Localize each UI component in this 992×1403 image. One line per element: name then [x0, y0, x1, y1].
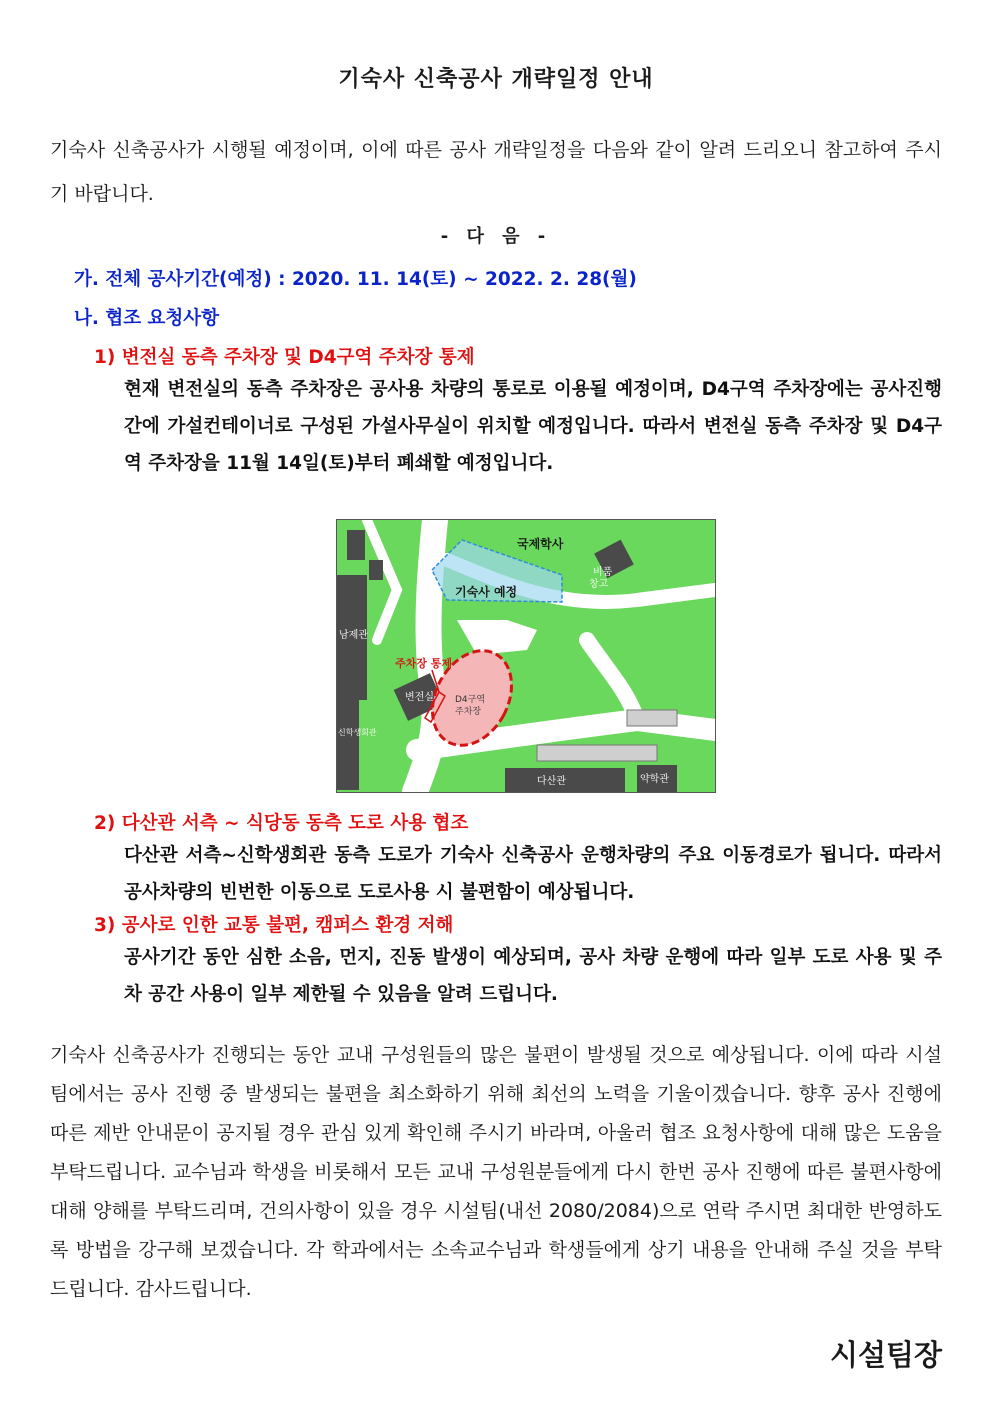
intro-paragraph: 기숙사 신축공사가 시행될 예정이며, 이에 따른 공사 개략일정을 다음와 같이 알려 드리오니 참고하여 주시기 바랍니다.	[50, 139, 942, 205]
closing-paragraph: 기숙사 신축공사가 진행되는 동안 교내 구성원들의 많은 불편이 발생될 것으로 예상됩니다. 이에 따라 시설팀에서는 공사 진행 중 발생되는 불편을 최소화하기 위해 최선의 노력을 기울이겠습니다. 향후 공사 진행에 따른 제반 안내문이 공지될 경우 관심 있게 확인해 주시기 바라며, 아울러 협조 요청사항에 대해 많은 도움을 부탁드립니다. 교수님과 학생을 비롯해서 모든 교내 구성원분들에게 다시 한번 공사 진행에 따른 불편사항에 대해 양해를 부탁드리며, 건의사항이 있을 경우 시설팀(내선 2080/2084)으로 연락 주시면 최대한 반영하도록 방법을 강구해 보겠습니다. 각 학과에서는 소속교수님과 학생들에게 상기 내용을 안내해 주실 것을 부탁드립니다. 감사드립니다.	[50, 1044, 942, 1300]
map-label-parking-closed: 주차장 통제	[395, 657, 452, 670]
map-label-dorm-planned: 기숙사 예정	[455, 585, 518, 599]
map-label-storage-1: 비품	[593, 567, 613, 578]
site-map	[336, 519, 716, 793]
item-3-heading: 3) 공사로 인한 교통 불편, 캠퍼스 환경 저해	[94, 915, 454, 936]
signature: 시설팀장	[829, 1338, 942, 1372]
item-2-heading: 2) 다산관 서측 ~ 식당동 동측 도로 사용 협조	[94, 813, 469, 834]
item-2-body: 다산관 서측~신학생회관 동측 도로가 기숙사 신축공사 운행차량의 주요 이동경로가 됩니다. 따라서 공사차량의 빈번한 이동으로 도로사용 시 불편함이 예상됩니다.	[124, 845, 942, 903]
document-title: 기숙사 신축공사 개략일정 안내	[338, 67, 654, 92]
center-heading: - 다 음 -	[440, 226, 552, 247]
map-building-student-hall	[337, 690, 359, 790]
map-label-d4-1: D4구역	[455, 695, 486, 705]
map-building-east	[627, 710, 677, 726]
item-1-body: 현재 변전실의 동측 주차장은 공사용 차량의 통로로 이용될 예정이며, D4구역 주차장에는 공사진행 간에 가설컨테이너로 구성된 가설사무실이 위치할 예정입니다. 따라서 변전실 동측 주차장 및 D4구역 주차장을 11월 14일(토)부터 폐쇄할 예정입니다.	[124, 379, 942, 474]
map-label-d4-2: 주차장	[455, 707, 482, 717]
map-building-dasan-annex	[537, 745, 657, 761]
map-label-dasan: 다산관	[537, 776, 566, 787]
map-label-storage-2: 창고	[589, 579, 609, 590]
map-label-namje: 남제관	[339, 630, 368, 641]
section-ga-period: 가. 전체 공사기간(예정) : 2020. 11. 14(토) ~ 2022. 2. 28(월)	[74, 269, 637, 290]
section-na-requests: 나. 협조 요청사항	[74, 308, 220, 329]
map-grass-background	[337, 520, 715, 792]
map-label-substation: 변전실	[405, 692, 434, 703]
map-label-student-hall: 신학생회관	[338, 728, 377, 737]
map-label-intl-house: 국제학사	[517, 537, 564, 551]
map-building-nw	[347, 530, 365, 560]
item-1-heading: 1) 변전실 동측 주차장 및 D4구역 주차장 통제	[94, 347, 475, 368]
item-3-body: 공사기간 동안 심한 소음, 먼지, 진동 발생이 예상되며, 공사 차량 운행에 따라 일부 도로 사용 및 주차 공간 사용이 일부 제한될 수 있음을 알려 드립니다.	[124, 947, 942, 1005]
map-label-pharmacy: 약학관	[640, 774, 669, 785]
map-building-small	[369, 560, 383, 580]
